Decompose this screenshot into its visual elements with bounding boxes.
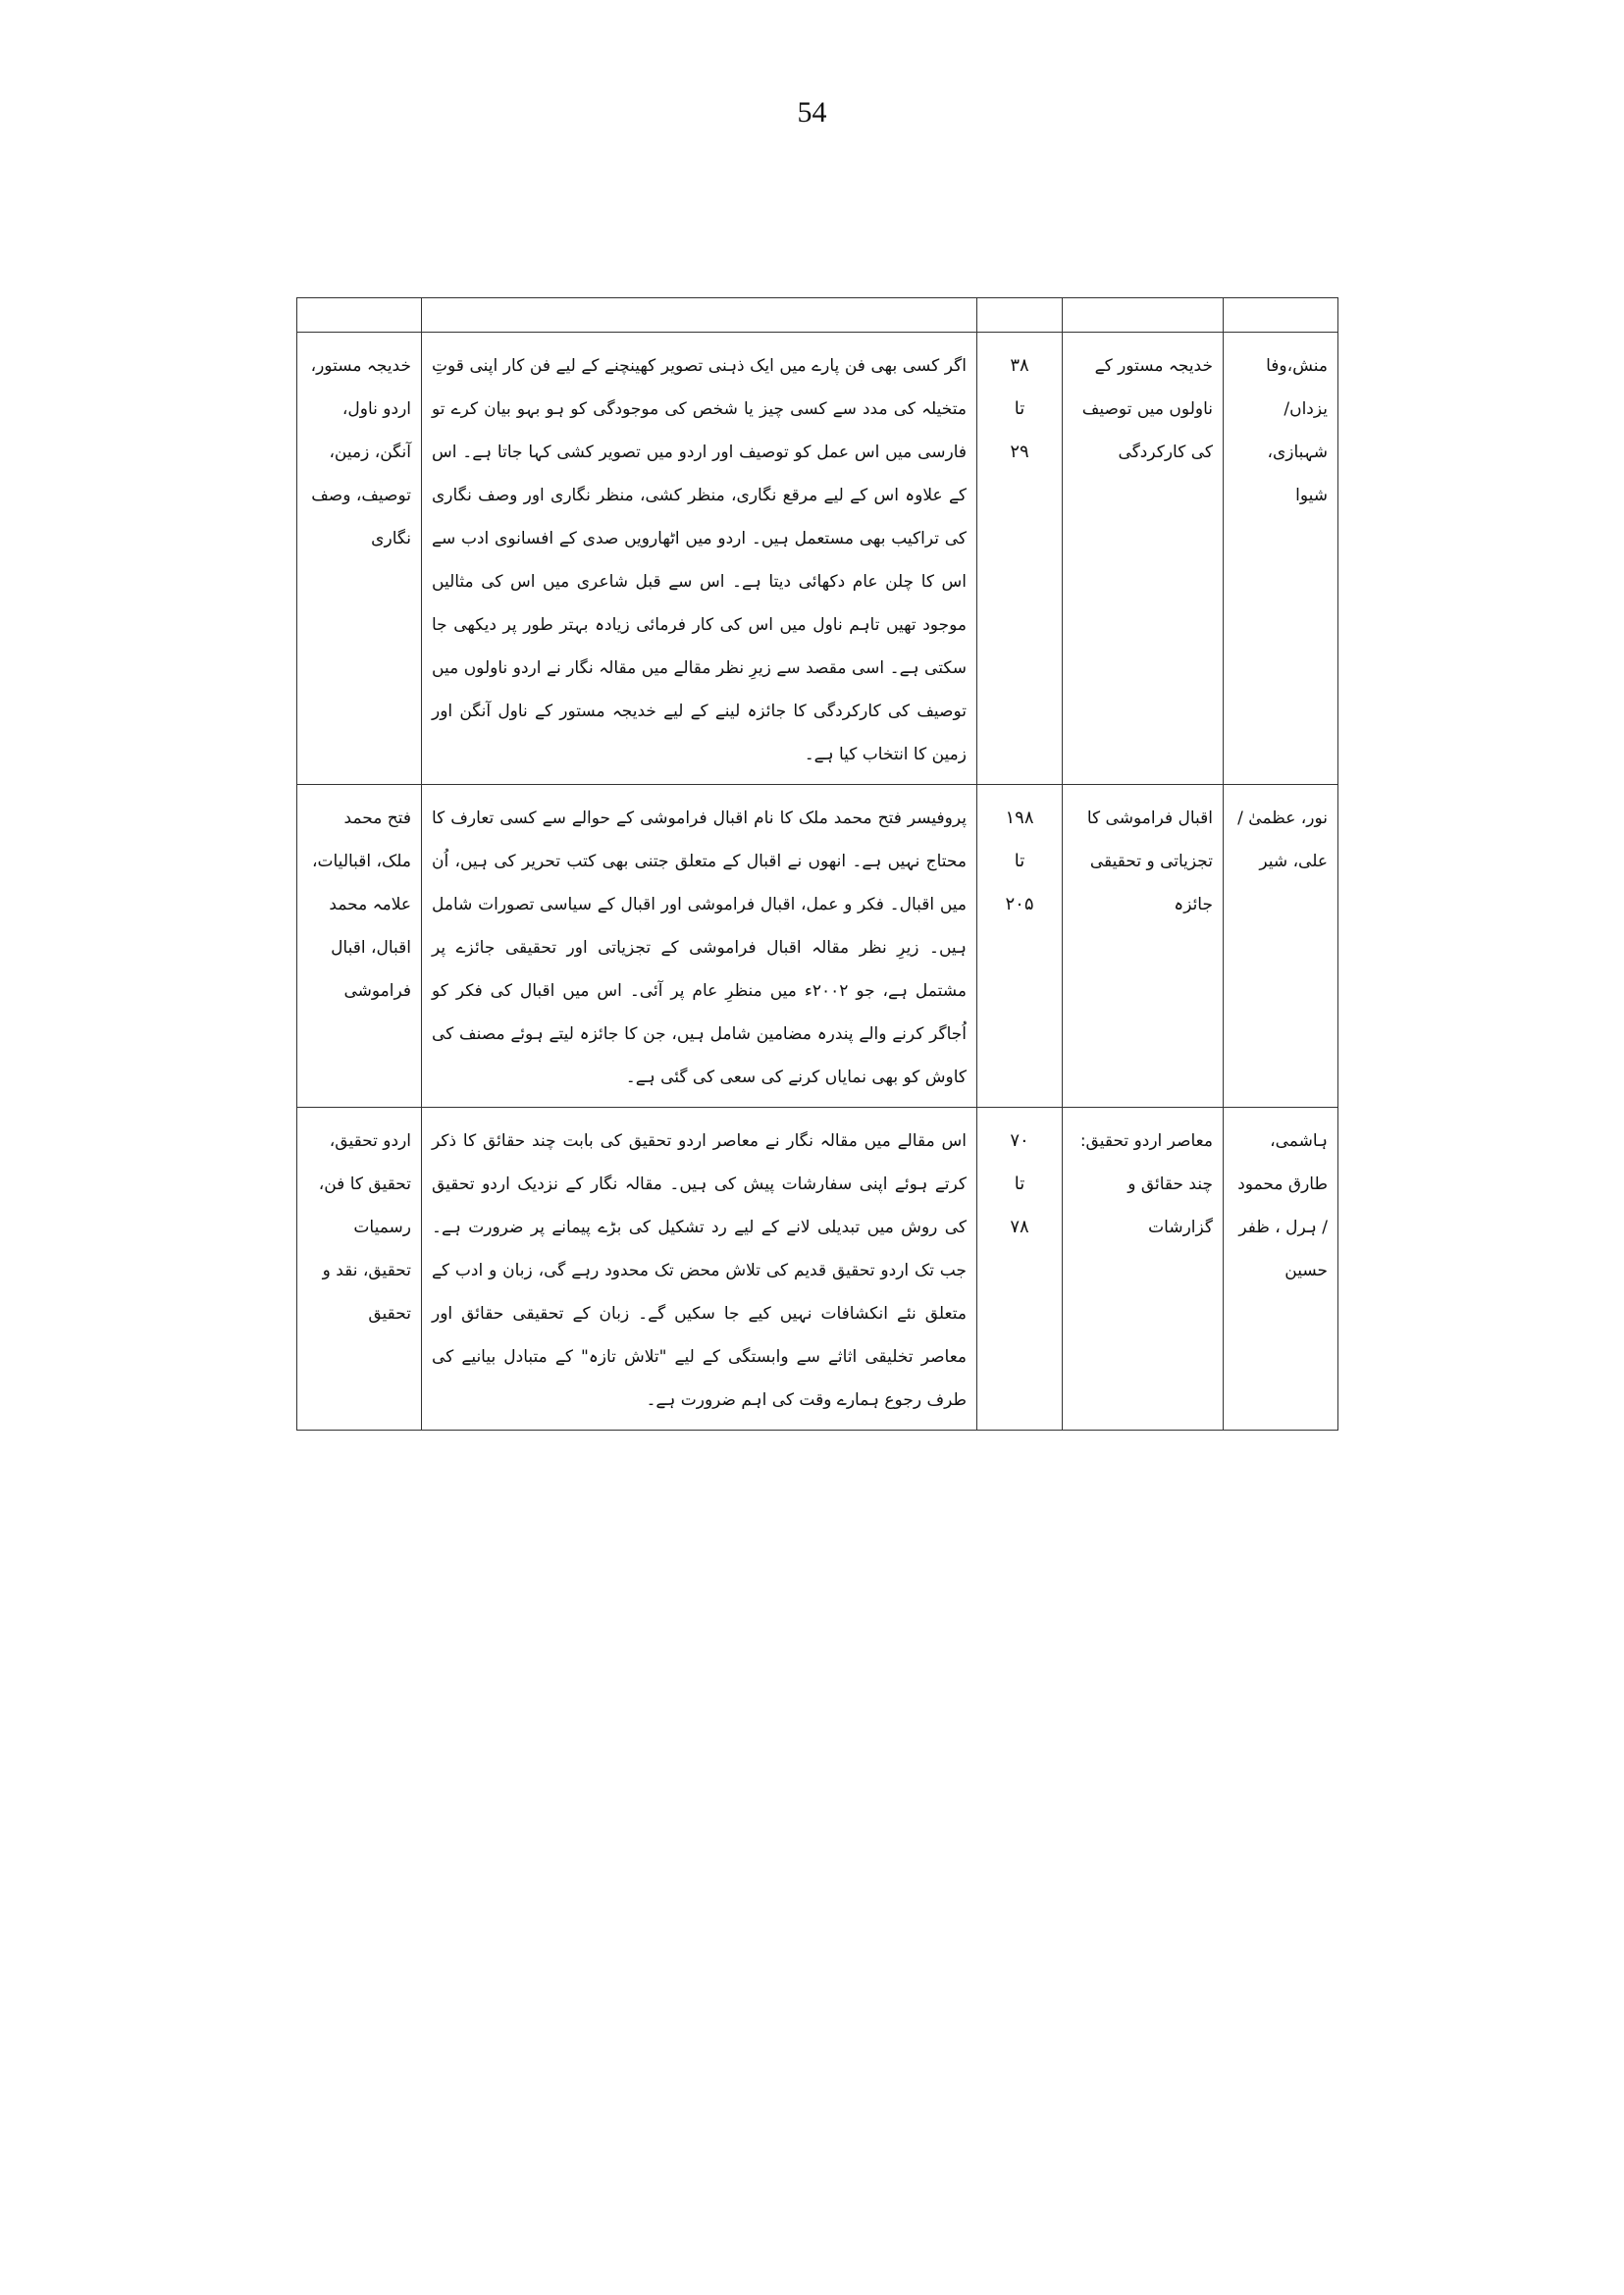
article-title: اقبال فراموشی کا تجزیاتی و تحقیقی جائزہ <box>1086 808 1213 914</box>
keywords-cell <box>297 785 422 1108</box>
page-to: تا <box>1014 1174 1025 1194</box>
abstract: اگر کسی بھی فن پارے میں ایک ذہنی تصویر کھینچنے کے لیے فن کار اپنی قوتِ متخیلہ کی مدد سے کسی چیز یا شخص کی موجودگی کو ہو بہو بیان کرے تو فارسی میں اس عمل کو توصیف اور اردو میں تصویر کشی کہا جاتا ہے۔ اس کے علاوہ اس کے لیے مرقع نگاری، منظر کشی، منظر نگاری اور وصف نگاری کی تراکیب بھی مستعمل ہیں۔ اردو میں اٹھارویں صدی کے افسانوی ادب سے اس کا چلن عام دکھائی دیتا ہے۔ اس سے قبل شاعری میں اس کی مثالیں موجود تھیں تاہم ناول میں اس کی کار فرمائی زیادہ بہتر طور پر دیکھی جا سکتی ہے۔ اسی مقصد سے زیرِ نظر مقالے میں مقالہ نگار نے اردو ناولوں میں توصیف کی کارکردگی کا جائزہ لینے کے لیے خدیجہ مستور کے ناول آنگن اور زمین کا انتخاب کیا ہے۔ <box>432 356 967 764</box>
keywords: اردو تحقیق، تحقیق کا فن، رسمیات تحقیق، نقد و تحقیق <box>318 1131 411 1324</box>
page-end: ۲۰۵ <box>1005 894 1034 914</box>
authors-cell <box>1224 333 1338 785</box>
article-index-table <box>296 297 1338 1431</box>
page-start: ۳۸ <box>1010 355 1029 376</box>
page-to: تا <box>1014 851 1025 871</box>
header-cell <box>1224 298 1338 333</box>
keywords: خدیجہ مستور، اردو ناول، آنگن، زمین، توصیف، وصف نگاری <box>310 356 411 548</box>
article-title: خدیجہ مستور کے ناولوں میں توصیف کی کارکردگی <box>1081 356 1213 462</box>
title-cell <box>1063 1108 1224 1431</box>
header-cell <box>1063 298 1224 333</box>
title-cell <box>1063 785 1224 1108</box>
page-start: ۷۰ <box>1010 1130 1029 1151</box>
authors: منش،وفا یزداں/ شہبازی، شیوا <box>1266 356 1328 505</box>
authors-cell <box>1224 785 1338 1108</box>
abstract-cell <box>422 785 977 1108</box>
table-header-row <box>297 298 1338 333</box>
keywords: فتح محمد ملک، اقبالیات، علامہ محمد اقبال، اقبال فراموشی <box>312 808 411 1001</box>
abstract-cell <box>422 333 977 785</box>
table-row <box>297 333 1338 785</box>
keywords-cell <box>297 1108 422 1431</box>
page-end: ۲۹ <box>1010 442 1029 462</box>
page-range <box>987 797 1052 926</box>
header-cell <box>977 298 1063 333</box>
page-to: تا <box>1014 398 1025 419</box>
authors: ہاشمی، طارق محمود / ہرل ، ظفر حسین <box>1237 1131 1328 1280</box>
page-range <box>987 344 1052 474</box>
pages-cell <box>977 785 1063 1108</box>
authors-cell <box>1224 1108 1338 1431</box>
page-start: ۱۹۸ <box>1005 808 1034 828</box>
pages-cell <box>977 1108 1063 1431</box>
title-cell <box>1063 333 1224 785</box>
header-cell <box>297 298 422 333</box>
abstract-cell <box>422 1108 977 1431</box>
abstract: پروفیسر فتح محمد ملک کا نام اقبال فراموشی کے حوالے سے کسی تعارف کا محتاج نہیں ہے۔ انھوں نے اقبال کے متعلق جتنی بھی کتب تحریر کی ہیں، اُن میں اقبال۔ فکر و عمل، اقبال فراموشی اور اقبال کے سیاسی تصورات شامل ہیں۔ زیرِ نظر مقالہ اقبال فراموشی کے تجزیاتی اور تحقیقی جائزے پر مشتمل ہے، جو ۲۰۰۲ء میں منظرِ عام پر آئی۔ اس میں اقبال کی فکر کو اُجاگر کرنے والے پندرہ مضامین شامل ہیں، جن کا جائزہ لیتے ہوئے مصنف کی کاوش کو بھی نمایاں کرنے کی سعی کی گئی ہے۔ <box>432 808 968 1087</box>
table-row <box>297 1108 1338 1431</box>
table-row <box>297 785 1338 1108</box>
page-number: 54 <box>797 96 827 129</box>
page-range <box>987 1120 1052 1249</box>
abstract: اس مقالے میں مقالہ نگار نے معاصر اردو تحقیق کی بابت چند حقائق کا ذکر کرتے ہوئے اپنی سفارشات پیش کی ہیں۔ مقالہ نگار کے نزدیک اردو تحقیق کی روش میں تبدیلی لانے کے لیے رد تشکیل کی بڑے پیمانے پر ضرورت ہے۔ جب تک اردو تحقیق قدیم کی تلاش محض تک محدود رہے گی، زبان و ادب کے متعلق نئے انکشافات نہیں کیے جا سکیں گے۔ زبان کے تحقیقی حقائق اور معاصر تخلیقی اثاثے سے وابستگی کے لیے "تلاش تازہ" کے متبادل بیانیے کی طرف رجوع ہمارے وقت کی اہم ضرورت ہے۔ <box>432 1131 967 1410</box>
authors: نور، عظمیٰ / علی، شیر <box>1237 808 1328 871</box>
pages-cell <box>977 333 1063 785</box>
page-end: ۷۸ <box>1010 1217 1029 1237</box>
header-cell <box>422 298 977 333</box>
keywords-cell <box>297 333 422 785</box>
article-title: معاصر اردو تحقیق: چند حقائق و گزارشات <box>1079 1131 1213 1237</box>
